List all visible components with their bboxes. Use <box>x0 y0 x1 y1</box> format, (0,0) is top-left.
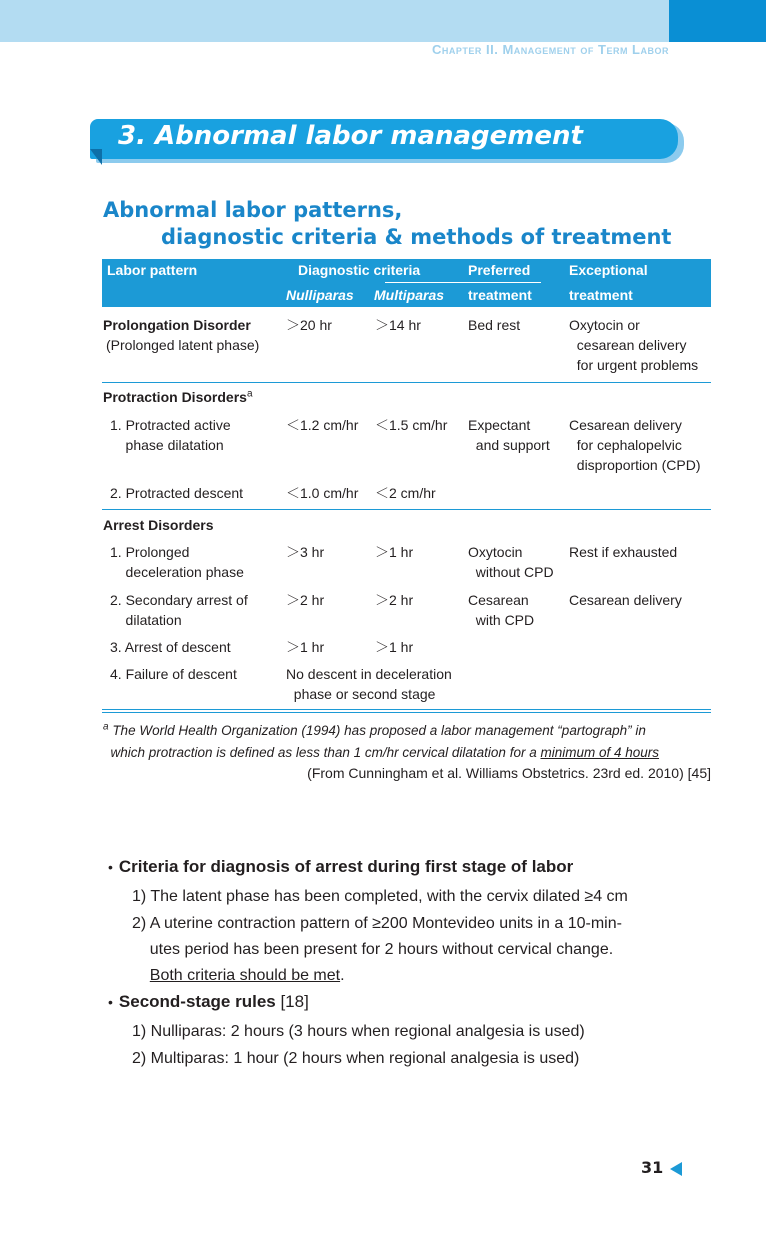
page-arrow-icon <box>670 1162 682 1176</box>
criteria-item-2: 2) A uterine contraction pattern of ≥200 Montevideo units in a 10-min- utes period has been present for 2 hours without cervical change. Both criteria should be met. <box>132 915 622 984</box>
protraction-row-1-exceptional: Cesarean delivery for cephalopelvic disproportion (CPD) <box>569 417 701 473</box>
header-labor-pattern: Labor pattern <box>107 262 198 278</box>
criteria-item-1: 1) The latent phase has been completed, with the cervix dilated ≥4 cm <box>132 888 628 905</box>
arrest-row-1-preferred: Oxytocin without CPD <box>468 544 554 580</box>
prolongation-exceptional: Oxytocin or cesarean delivery for urgent problems <box>569 317 699 373</box>
arrest-row-4-label: 4. Failure of descent <box>110 666 237 682</box>
prolongation-preferred: Bed rest <box>468 317 521 333</box>
bullet: • <box>108 994 113 1010</box>
footnote-emphasis: minimum of 4 hours <box>540 745 660 760</box>
header-exceptional: Exceptional <box>569 262 648 278</box>
arrest-row-2-nulli: ＞2 hr <box>286 592 325 608</box>
arrest-row-2-preferred: Cesarean with CPD <box>468 592 535 628</box>
arrest-row-3-label: 3. Arrest of descent <box>110 639 231 655</box>
top-color-tab <box>669 0 766 42</box>
prolongation-nulli: ＞20 hr <box>286 317 332 333</box>
footnote-marker: a <box>103 721 109 733</box>
protraction-title: Protraction Disorders$^a$ <box>103 388 253 405</box>
header-multiparas: Multiparas <box>374 287 445 303</box>
second-stage-item-2: 2) Multiparas: 1 hour (2 hours when regional analgesia is used) <box>132 1050 580 1067</box>
second-stage-heading: • Second-stage rules [18] <box>108 992 309 1011</box>
arrest-row-2-multi: ＞2 hr <box>375 592 414 608</box>
table-title <box>103 197 671 251</box>
arrest-row-2-label: 2. Secondary arrest of dilatation <box>110 592 248 628</box>
table-title-line1: Abnormal labor patterns, <box>103 198 403 222</box>
criteria-heading: • Criteria for diagnosis of arrest during first stage of labor <box>108 857 574 876</box>
section-banner <box>90 119 678 159</box>
header-preferred: Preferred <box>468 262 531 278</box>
arrest-row-3-multi: ＞1 hr <box>375 639 414 655</box>
prolongation-subtitle: (Prolonged latent phase) <box>106 337 260 353</box>
arrest-row-1-exceptional: Rest if exhausted <box>569 544 678 560</box>
footnote-marker: a <box>246 388 253 400</box>
divider <box>102 509 711 510</box>
source-citation: (From Cunningham et al. Williams Obstetrics. 23rd ed. 2010) [45] <box>307 765 711 781</box>
protraction-row-2-multi: ＜2 cm/hr <box>375 485 436 501</box>
footnote: $^a$ The World Health Organization (1994) has proposed a labor management “partograph” in which protraction is defined as less than 1 cm/hr cervical dilatation for a minimum of 4 hours <box>103 721 660 760</box>
header-preferred-2: treatment <box>468 287 532 303</box>
second-stage-ref: [18] <box>275 992 309 1011</box>
header-nulliparas: Nulliparas <box>286 287 354 303</box>
protraction-row-1-nulli: ＜1.2 cm/hr <box>286 417 359 433</box>
arrest-title: Arrest Disorders <box>103 517 214 533</box>
arrest-row-1-multi: ＞1 hr <box>375 544 414 560</box>
arrest-row-3-nulli: ＞1 hr <box>286 639 325 655</box>
page-number: 31 <box>641 1158 664 1177</box>
header-diagnostic-criteria: Diagnostic criteria <box>298 262 421 278</box>
criteria-emphasis: Both criteria should be met <box>149 967 341 984</box>
arrest-row-1-nulli: ＞3 hr <box>286 544 325 560</box>
protraction-row-1-multi: ＜1.5 cm/hr <box>375 417 448 433</box>
second-stage-item-1: 1) Nulliparas: 2 hours (3 hours when regional analgesia is used) <box>132 1023 585 1040</box>
header-divider <box>385 282 541 283</box>
divider <box>102 382 711 383</box>
arrest-row-1-label: 1. Prolonged deceleration phase <box>110 544 244 580</box>
arrest-row-4-span: No descent in deceleration phase or second stage <box>286 666 452 702</box>
prolongation-title: Prolongation Disorder <box>103 317 251 333</box>
top-color-bar <box>0 0 669 42</box>
chapter-label: Chapter II. <box>431 42 499 57</box>
bullet: • <box>108 859 113 875</box>
prolongation-multi: ＞14 hr <box>375 317 421 333</box>
protraction-row-1-label: 1. Protracted active phase dilatation <box>110 417 231 453</box>
chapter-title: Management of Term Labor <box>502 42 669 57</box>
protraction-row-1-preferred: Expectant and support <box>468 417 550 453</box>
table-bottom-rule <box>102 709 711 713</box>
section-title: 3. Abnormal labor management <box>118 121 583 151</box>
arrest-row-2-exceptional: Cesarean delivery <box>569 592 682 608</box>
table-header <box>102 259 711 307</box>
protraction-row-2-nulli: ＜1.0 cm/hr <box>286 485 359 501</box>
protraction-row-2-label: 2. Protracted descent <box>110 485 244 501</box>
table-title-line2: diagnostic criteria & methods of treatment <box>161 225 672 249</box>
header-exceptional-2: treatment <box>569 287 633 303</box>
running-head <box>432 42 669 57</box>
